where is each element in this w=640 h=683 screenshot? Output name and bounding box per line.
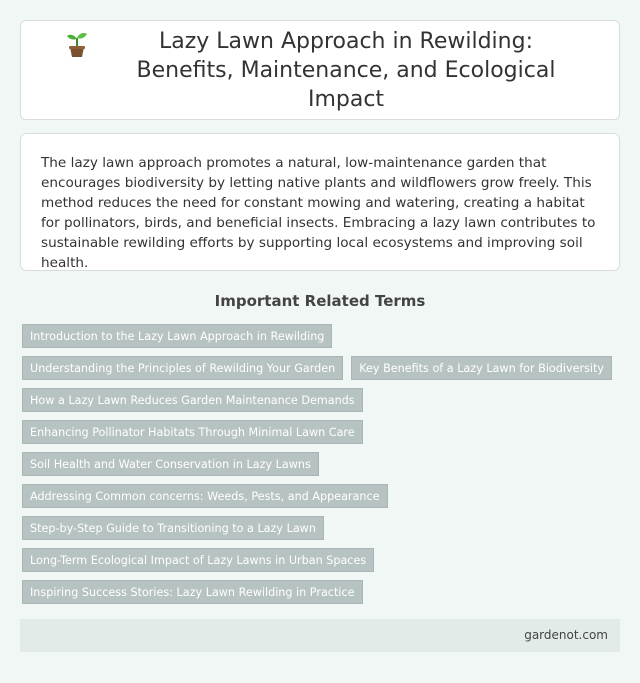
term-tag[interactable]: Soil Health and Water Conservation in Lazy Lawns: [22, 452, 319, 476]
footer-site-link[interactable]: gardenot.com: [524, 628, 608, 642]
term-tag[interactable]: Long-Term Ecological Impact of Lazy Lawns in Urban Spaces: [22, 548, 374, 572]
sprout-icon: [65, 30, 89, 58]
description-text: The lazy lawn approach promotes a natural, low-maintenance garden that encourages biodiversity by letting native plants and wildflowers grow freely. This method reduces the need for constant mowing and watering, creating a habitat for pollinators, birds, and beneficial insects. Embracing a lazy lawn contributes to sustainable rewilding efforts by supporting local ecosystems and improving soil health.: [41, 155, 596, 271]
header-card: [20, 20, 620, 120]
footer: [20, 619, 620, 652]
term-tag[interactable]: Introduction to the Lazy Lawn Approach in Rewilding: [22, 324, 332, 348]
related-terms-list: [22, 324, 622, 612]
page-title: Lazy Lawn Approach in Rewilding: Benefits, Maintenance, and Ecological Impact: [136, 28, 556, 112]
term-tag[interactable]: Enhancing Pollinator Habitats Through Minimal Lawn Care: [22, 420, 363, 444]
term-tag[interactable]: Step-by-Step Guide to Transitioning to a Lazy Lawn: [22, 516, 324, 540]
term-tag[interactable]: Addressing Common concerns: Weeds, Pests, and Appearance: [22, 484, 388, 508]
description-card: [20, 133, 620, 271]
title-wrap: [65, 27, 585, 114]
term-tag[interactable]: Understanding the Principles of Rewilding Your Garden: [22, 356, 343, 380]
related-terms-heading: Important Related Terms: [214, 292, 426, 310]
term-tag[interactable]: Inspiring Success Stories: Lazy Lawn Rewilding in Practice: [22, 580, 363, 604]
term-tag[interactable]: Key Benefits of a Lazy Lawn for Biodiversity: [351, 356, 612, 380]
term-tag[interactable]: How a Lazy Lawn Reduces Garden Maintenance Demands: [22, 388, 363, 412]
